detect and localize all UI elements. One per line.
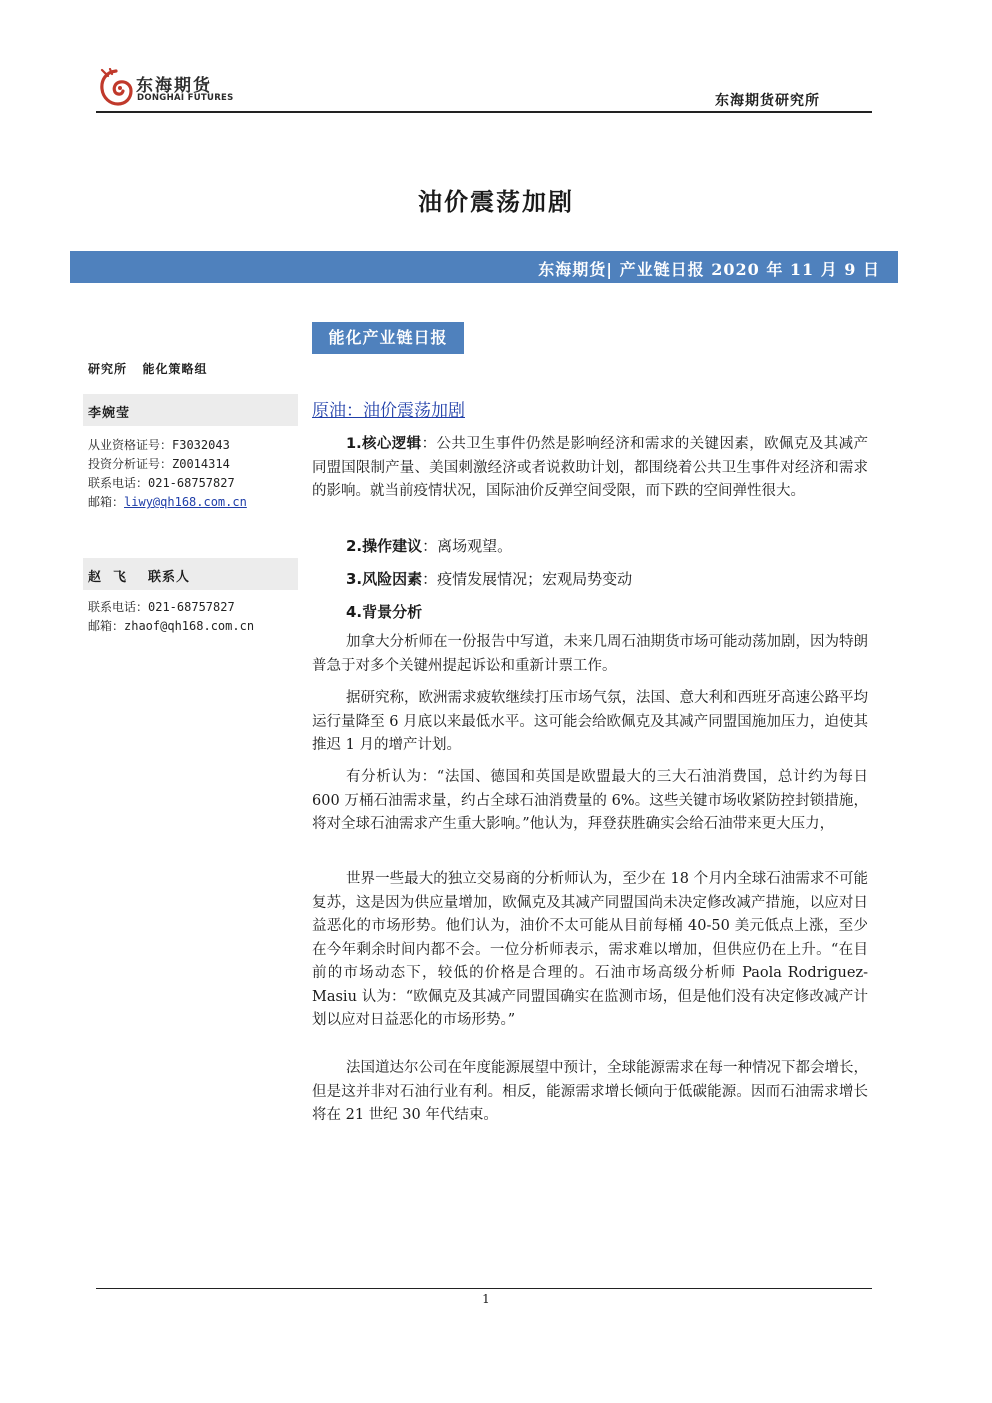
background-analysis-label: 4.背景分析 xyxy=(346,603,423,621)
page-number: 1 xyxy=(482,1292,490,1306)
header-institute: 东海期货研究所 xyxy=(715,93,820,109)
report-banner xyxy=(70,251,898,283)
analyst1-qualification: 从业资格证号：F3032043 xyxy=(88,438,230,452)
operation-advice-label: 2.操作建议 xyxy=(346,537,423,555)
body-paragraph: 据研究称，欧洲需求疲软继续打压市场气氛，法国、意大利和西班牙高速公路平均运行量降至 6 月底以来最低水平。这可能会给欧佩克及其减产同盟国施加压力，迫使其推迟 1 月的增产计划。 xyxy=(312,690,868,753)
analyst1-phone: 联系电话：021-68757827 xyxy=(88,476,235,490)
core-logic-label: 1.核心逻辑 xyxy=(346,436,422,452)
analyst1-investment-cert: 投资分析证号：Z0014314 xyxy=(88,457,230,471)
document-title: 油价震荡加剧 xyxy=(418,187,574,216)
banner-text: 东海期货| 产业链日报 2020 年 11 月 9 日 xyxy=(538,260,880,279)
analyst2-name: 赵 飞 xyxy=(88,570,128,585)
analyst2-role: 联系人 xyxy=(148,570,191,585)
core-logic-text: ：公共卫生事件仍然是影响经济和需求的关键因素，欧佩克及其减产同盟国限制产量、美国刺激经济或者说救助计划，都围绕着公共卫生事件对经济和需求的影响。就当前疫情状况，国际油价反弹空间受限，而下跌的空间弹性很大。 xyxy=(312,436,868,499)
body-paragraph: 法国道达尔公司在年度能源展望中预计，全球能源需求在每一种情况下都会增长，但是这并非对石油行业有利。相反，能源需求增长倾向于低碳能源。因而石油需求增长将在 21 世纪 30 年代结束。 xyxy=(312,1060,868,1123)
team-label: 研究所 能化策略组 xyxy=(88,362,208,376)
body-paragraph: 加拿大分析师在一份报告中写道，未来几周石油期货市场可能动荡加剧，因为特朗普急于对多个关键州提起诉讼和重新计票工作。 xyxy=(312,634,868,674)
header-divider xyxy=(96,111,872,113)
body-paragraph: 世界一些最大的独立交易商的分析师认为，至少在 18 个月内全球石油需求不可能复苏，这是因为供应量增加，欧佩克及其减产同盟国尚未决定修改减产措施，以应对日益恶化的市场形势。他们认为，油价不太可能从目前每桶 40-50 美元低点上涨，至少在今年剩余时间内都不会。一位分析师表示，需求难以增加，但供应仍在上升。“在目前的市场动态下，较低的价格是合理的。石油市场高级分析师 Paola Rodriguez-Masiu 认为：“欧佩克及其减产同盟国确实在监测市场，但是他们没有决定修改减产计划以应对日益恶化的市场形势。” xyxy=(312,871,868,1028)
operation-advice xyxy=(346,535,512,556)
analyst1-email-row xyxy=(88,493,247,510)
analyst1-email-label: 邮箱： xyxy=(88,495,125,509)
logo-text-en: DONGHAI FUTURES xyxy=(137,93,234,103)
analyst1-email-link[interactable]: liwy@qh168.com.cn xyxy=(124,495,247,509)
logo-text-cn: 东海期货 xyxy=(136,76,212,96)
body-paragraph: 有分析认为：“法国、德国和英国是欧盟最大的三大石油消费国，总计约为每日 600 万桶石油需求量，约占全球石油消费量的 6%。这些关键市场收紧防控封锁措施，将对全球石油需求产生重大影响。”他认为，拜登获胜确实会给石油带来更大压力， xyxy=(312,769,868,832)
analyst2-name-bar xyxy=(83,558,298,590)
analyst1-name: 李婉莹 xyxy=(88,406,131,421)
core-logic-paragraph xyxy=(312,433,868,504)
footer-divider xyxy=(96,1288,872,1289)
report-category-badge: 能化产业链日报 xyxy=(312,322,464,354)
company-logo xyxy=(98,68,238,112)
analyst2-email: 邮箱：zhaof@qh168.com.cn xyxy=(88,619,255,633)
background-analysis-heading xyxy=(346,601,422,622)
risk-factors-label: 3.风险因素 xyxy=(346,570,423,588)
risk-factors-text: ：疫情发展情况；宏观局势变动 xyxy=(422,570,633,588)
risk-factors xyxy=(346,568,632,589)
analyst2-phone: 联系电话：021-68757827 xyxy=(88,600,235,614)
section-title-crude-oil[interactable]: 原油：油价震荡加剧 xyxy=(312,401,465,421)
operation-advice-text: ：离场观望。 xyxy=(422,537,513,555)
logo-emblem-icon xyxy=(98,68,134,108)
